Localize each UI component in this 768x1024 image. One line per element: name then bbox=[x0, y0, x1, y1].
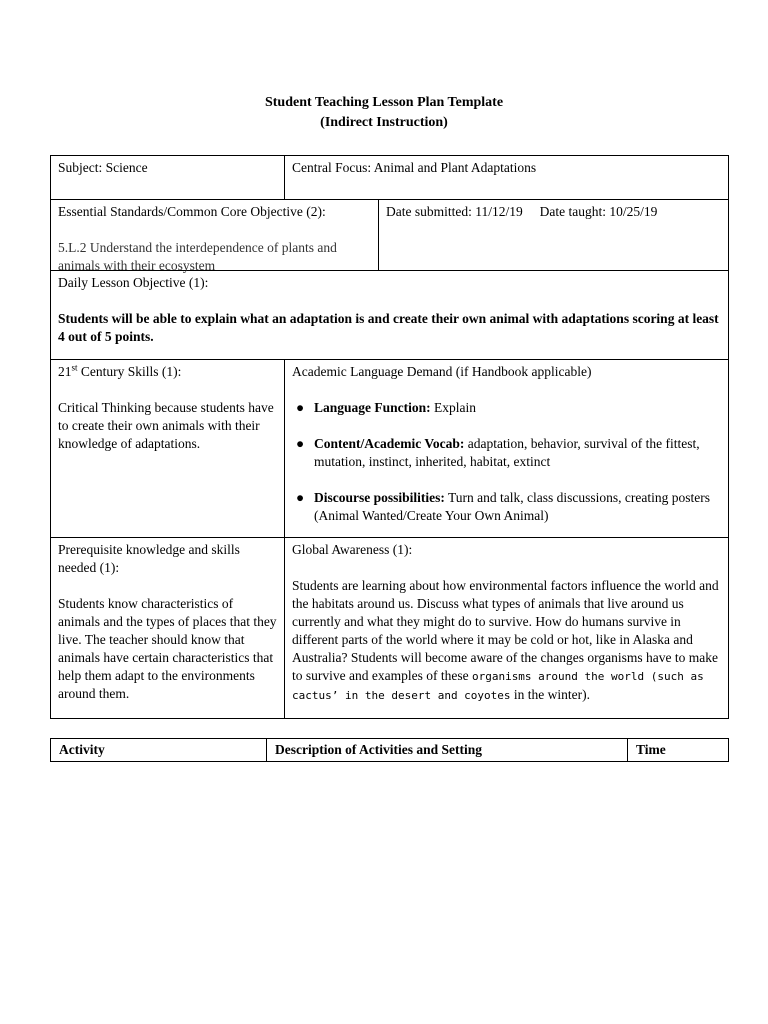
century-skills-cell bbox=[50, 360, 285, 538]
vocab-label: Content/Academic Vocab: bbox=[314, 436, 465, 451]
document-subtitle: (Indirect Instruction) bbox=[320, 115, 448, 130]
description-column-header: Description of Activities and Setting bbox=[267, 739, 628, 761]
subject-text: Subject: Science bbox=[58, 160, 148, 175]
document-title: Student Teaching Lesson Plan Template bbox=[264, 95, 504, 110]
daily-objective-text: Students will be able to explain what an adaptation is and create their own animal with adaptations scoring at least 4 out of 5 points. bbox=[58, 311, 719, 344]
activity-table-header bbox=[50, 738, 729, 762]
academic-language-label: Academic Language Demand (if Handbook applicable) bbox=[292, 364, 592, 379]
list-item bbox=[292, 435, 722, 471]
daily-objective-cell bbox=[50, 271, 729, 360]
language-function-value: Explain bbox=[430, 400, 477, 415]
page-title bbox=[0, 93, 768, 133]
prerequisite-cell bbox=[50, 538, 285, 719]
century-skills-label: 21st Century Skills (1): bbox=[58, 362, 182, 379]
dates-line bbox=[386, 203, 722, 221]
dates-cell bbox=[379, 200, 729, 271]
subject-cell bbox=[50, 155, 285, 200]
time-column-header: Time bbox=[636, 742, 666, 757]
prerequisite-text: Students know characteristics of animals and the types of places that they live. The teacher should know that animals have certain characteristics that help them adapt to the environments around them. bbox=[58, 596, 277, 701]
list-item bbox=[292, 399, 722, 417]
discourse-label: Discourse possibilities: bbox=[314, 490, 445, 505]
global-awareness-cell bbox=[285, 538, 729, 719]
discourse-value: Turn and talk, class discussions, creating posters (Animal Wanted/Create Your Own Animal) bbox=[314, 490, 710, 523]
language-function-label: Language Function: bbox=[314, 400, 431, 415]
vocab-value: adaptation, behavior, survival of the fittest, mutation, instinct, inherited, habitat, extinct bbox=[314, 436, 700, 469]
bullet-icon: ● bbox=[296, 490, 305, 505]
list-item bbox=[292, 489, 722, 525]
standards-label: Essential Standards/Common Core Objective (2): bbox=[58, 204, 326, 219]
bullet-icon: ● bbox=[296, 400, 305, 415]
daily-objective-label: Daily Lesson Objective (1): bbox=[58, 275, 209, 290]
bullet-icon: ● bbox=[296, 436, 305, 451]
century-skills-text: Critical Thinking because students have to create their own animals with their knowledge of adaptations. bbox=[58, 400, 274, 451]
academic-language-list bbox=[292, 399, 722, 525]
date-submitted: Date submitted: 11/12/19 bbox=[386, 204, 523, 219]
standards-text: 5.L.2 Understand the interdependence of plants and animals with their ecosystem bbox=[58, 240, 337, 273]
global-awareness-text: Students are learning about how environmental factors influence the world and the habitats around us. Discuss what types of animals that live around us currently and what they might do to survive. How do humans survive in different parts of the world where it may be cold or hot, like in Alaska and Australia? Students will become aware of the changes organisms have to make to survive and examples of these organisms around the world (such as cactus’ in the desert and coyotes in the winter). bbox=[292, 578, 719, 702]
academic-language-cell bbox=[285, 360, 729, 538]
central-focus-text: Central Focus: Animal and Plant Adaptations bbox=[292, 160, 537, 175]
activity-column-header: Activity bbox=[51, 739, 267, 761]
prerequisite-label: Prerequisite knowledge and skills needed (1): bbox=[58, 542, 240, 575]
date-taught: Date taught: 10/25/19 bbox=[539, 204, 658, 219]
standards-cell bbox=[50, 200, 379, 271]
central-focus-cell bbox=[285, 155, 729, 200]
global-awareness-label: Global Awareness (1): bbox=[292, 542, 413, 557]
